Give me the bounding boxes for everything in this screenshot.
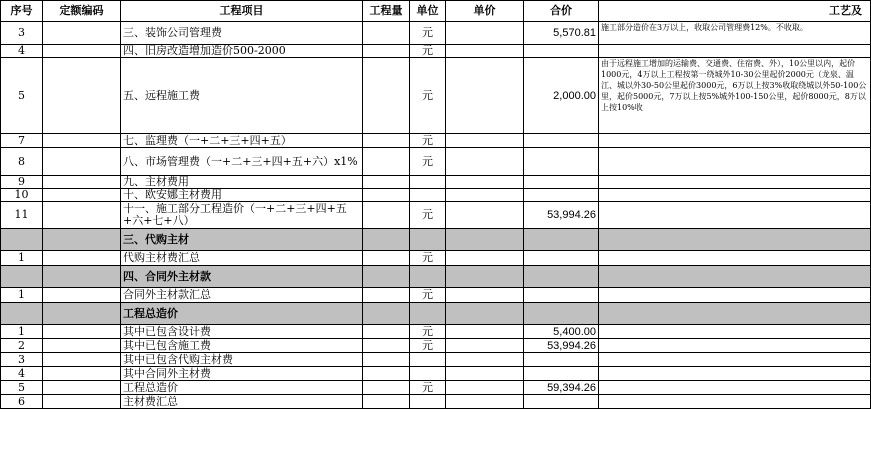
cell-seq[interactable]: 4: [1, 367, 43, 381]
cell-item[interactable]: 其中合同外主材费: [121, 367, 363, 381]
cell-item[interactable]: 八、市场管理费（一+二+三+四+五+六）x1%: [121, 148, 363, 176]
cell-seq[interactable]: 8: [1, 148, 43, 176]
cell-price[interactable]: [446, 251, 524, 266]
cell-qty[interactable]: [363, 288, 410, 303]
cell-code[interactable]: [43, 58, 121, 134]
cell-total[interactable]: [524, 176, 599, 189]
table-row: [1, 339, 871, 353]
cell-remark[interactable]: [599, 176, 871, 189]
cell-price[interactable]: [446, 367, 524, 381]
table-row: [1, 395, 871, 409]
cell-seq[interactable]: [1, 303, 43, 325]
cell-price[interactable]: [446, 325, 524, 339]
cell-unit[interactable]: 元: [410, 134, 446, 148]
cell-price[interactable]: [446, 381, 524, 395]
cell-total[interactable]: [524, 134, 599, 148]
cell-price[interactable]: [446, 22, 524, 45]
cell-remark[interactable]: [599, 148, 871, 176]
section-row-purchase: [1, 229, 871, 251]
cell-remark[interactable]: [599, 395, 871, 409]
cell-price[interactable]: [446, 189, 524, 202]
cell-code[interactable]: [43, 353, 121, 367]
cell-qty[interactable]: [363, 339, 410, 353]
cell-price[interactable]: [446, 395, 524, 409]
cell-code[interactable]: [43, 176, 121, 189]
cell-seq[interactable]: 1: [1, 288, 43, 303]
cell-qty[interactable]: [363, 251, 410, 266]
cell-total[interactable]: [524, 367, 599, 381]
cell-item[interactable]: 代购主材费汇总: [121, 251, 363, 266]
cell-qty[interactable]: [363, 58, 410, 134]
cell-qty[interactable]: [363, 134, 410, 148]
cell-total[interactable]: [524, 229, 599, 251]
cell-total[interactable]: [524, 251, 599, 266]
cell-qty[interactable]: [363, 229, 410, 251]
cell-total[interactable]: [524, 148, 599, 176]
cell-qty[interactable]: [363, 381, 410, 395]
cell-remark[interactable]: [599, 303, 871, 325]
cell-remark[interactable]: [599, 189, 871, 202]
cell-unit[interactable]: 元: [410, 381, 446, 395]
cell-seq[interactable]: [1, 229, 43, 251]
cell-qty[interactable]: [363, 148, 410, 176]
cell-seq[interactable]: 6: [1, 395, 43, 409]
cell-code[interactable]: [43, 202, 121, 229]
cell-item[interactable]: 十一、施工部分工程造价（一+二+三+四+五+六+七+八）: [121, 202, 363, 229]
col-header-remark[interactable]: 工艺及: [599, 1, 871, 22]
cell-remark[interactable]: 由于远程施工增加的运输费、交通费、住宿费、外），10公里以内，起价1000元，4万以上工程按第一绕城外10-30公里起价2000元（龙泉、温江、城以外30-50公里起价3000元，6万以上按3%收取绕城以外50-100公里，起价5000元，7万以上按5%城外100-150公里，起价8000元，8万以上按10%收: [599, 58, 871, 134]
cell-unit[interactable]: 元: [410, 22, 446, 45]
cell-qty[interactable]: [363, 325, 410, 339]
cell-item[interactable]: 合同外主材款汇总: [121, 288, 363, 303]
cell-total[interactable]: [524, 266, 599, 288]
cell-total[interactable]: [524, 395, 599, 409]
cell-qty[interactable]: [363, 303, 410, 325]
cell-seq[interactable]: 1: [1, 251, 43, 266]
table-row: [1, 251, 871, 266]
cell-qty[interactable]: [363, 45, 410, 58]
col-header-total[interactable]: 合价: [524, 1, 599, 22]
cell-price[interactable]: [446, 339, 524, 353]
cell-price[interactable]: [446, 202, 524, 229]
cell-remark[interactable]: [599, 202, 871, 229]
table-row: [1, 45, 871, 58]
cell-remark[interactable]: [599, 325, 871, 339]
cell-qty[interactable]: [363, 367, 410, 381]
cell-seq[interactable]: 5: [1, 58, 43, 134]
header-row: [1, 1, 871, 22]
cell-item[interactable]: 工程总造价: [121, 381, 363, 395]
cell-code[interactable]: [43, 303, 121, 325]
table-row: [1, 381, 871, 395]
col-header-item[interactable]: 工程项目: [121, 1, 363, 22]
cell-code[interactable]: [43, 189, 121, 202]
cell-remark[interactable]: [599, 367, 871, 381]
cell-item[interactable]: 其中已包含设计费: [121, 325, 363, 339]
section-title[interactable]: 工程总造价: [121, 303, 363, 325]
table-row: [1, 148, 871, 176]
cell-seq[interactable]: 3: [1, 22, 43, 45]
cell-price[interactable]: [446, 303, 524, 325]
cell-total[interactable]: 53,994.26: [524, 339, 599, 353]
cell-qty[interactable]: [363, 176, 410, 189]
cell-code[interactable]: [43, 22, 121, 45]
cell-code[interactable]: [43, 288, 121, 303]
table-row: [1, 367, 871, 381]
cell-item[interactable]: 主材费汇总: [121, 395, 363, 409]
section-row-total: [1, 303, 871, 325]
cell-qty[interactable]: [363, 189, 410, 202]
cell-unit[interactable]: 元: [410, 325, 446, 339]
cell-item[interactable]: 九、主材费用: [121, 176, 363, 189]
cell-price[interactable]: [446, 353, 524, 367]
cell-seq[interactable]: [1, 266, 43, 288]
cell-remark[interactable]: 施工部分造价在3万以上，收取公司管理费12%。不收取。: [599, 22, 871, 45]
cell-seq[interactable]: 3: [1, 353, 43, 367]
col-header-price[interactable]: 单价: [446, 1, 524, 22]
table-row: [1, 176, 871, 189]
table-row: [1, 288, 871, 303]
table-row: [1, 202, 871, 229]
cell-seq[interactable]: 7: [1, 134, 43, 148]
cell-item[interactable]: 七、监理费（一+二+三+四+五）: [121, 134, 363, 148]
cell-item[interactable]: 四、旧房改造增加造价500-2000: [121, 45, 363, 58]
cell-unit[interactable]: 元: [410, 202, 446, 229]
cell-unit[interactable]: [410, 395, 446, 409]
table-row: [1, 58, 871, 134]
cell-unit[interactable]: 元: [410, 251, 446, 266]
cell-price[interactable]: [446, 288, 524, 303]
cell-remark[interactable]: [599, 266, 871, 288]
cell-remark[interactable]: [599, 288, 871, 303]
cell-qty[interactable]: [363, 395, 410, 409]
cell-seq[interactable]: 9: [1, 176, 43, 189]
cell-remark[interactable]: [599, 229, 871, 251]
cell-remark[interactable]: [599, 45, 871, 58]
cell-item[interactable]: 其中已包含代购主材费: [121, 353, 363, 367]
cell-remark[interactable]: [599, 134, 871, 148]
cell-unit[interactable]: [410, 229, 446, 251]
cell-remark[interactable]: [599, 381, 871, 395]
cell-unit[interactable]: 元: [410, 339, 446, 353]
col-header-seq[interactable]: 序号: [1, 1, 43, 22]
cell-total[interactable]: [524, 303, 599, 325]
cell-code[interactable]: [43, 367, 121, 381]
cell-unit[interactable]: [410, 266, 446, 288]
cell-price[interactable]: [446, 134, 524, 148]
cell-remark[interactable]: [599, 339, 871, 353]
col-header-code[interactable]: 定额编码: [43, 1, 121, 22]
section-title[interactable]: 三、代购主材: [121, 229, 363, 251]
col-header-qty[interactable]: 工程量: [363, 1, 410, 22]
cell-total[interactable]: 5,570.81: [524, 22, 599, 45]
table-row: [1, 353, 871, 367]
cell-total[interactable]: [524, 189, 599, 202]
cell-code[interactable]: [43, 45, 121, 58]
col-header-unit[interactable]: 单位: [410, 1, 446, 22]
cell-price[interactable]: [446, 148, 524, 176]
cell-unit[interactable]: 元: [410, 45, 446, 58]
cell-price[interactable]: [446, 229, 524, 251]
cell-unit[interactable]: [410, 303, 446, 325]
cell-item[interactable]: 五、远程施工费: [121, 58, 363, 134]
cell-item[interactable]: 其中已包含施工费: [121, 339, 363, 353]
cell-unit[interactable]: 元: [410, 58, 446, 134]
cell-total[interactable]: [524, 288, 599, 303]
cell-remark[interactable]: [599, 353, 871, 367]
cell-remark[interactable]: [599, 251, 871, 266]
cell-item[interactable]: 十、欧安娜主材费用: [121, 189, 363, 202]
cell-total[interactable]: 5,400.00: [524, 325, 599, 339]
cell-item[interactable]: 三、装饰公司管理费: [121, 22, 363, 45]
cell-code[interactable]: [43, 251, 121, 266]
cell-seq[interactable]: 5: [1, 381, 43, 395]
cell-code[interactable]: [43, 339, 121, 353]
cell-unit[interactable]: [410, 367, 446, 381]
cell-total[interactable]: 53,994.26: [524, 202, 599, 229]
section-row-outside: [1, 266, 871, 288]
cell-unit[interactable]: 元: [410, 288, 446, 303]
cell-code[interactable]: [43, 148, 121, 176]
cell-seq[interactable]: 1: [1, 325, 43, 339]
cell-total[interactable]: [524, 353, 599, 367]
cell-price[interactable]: [446, 45, 524, 58]
cell-price[interactable]: [446, 58, 524, 134]
cell-seq[interactable]: 4: [1, 45, 43, 58]
cell-unit[interactable]: [410, 353, 446, 367]
cell-unit[interactable]: [410, 189, 446, 202]
table-row: [1, 189, 871, 202]
cell-code[interactable]: [43, 266, 121, 288]
cell-price[interactable]: [446, 266, 524, 288]
table-row: [1, 22, 871, 45]
cell-code[interactable]: [43, 395, 121, 409]
cell-code[interactable]: [43, 229, 121, 251]
cell-qty[interactable]: [363, 22, 410, 45]
cell-seq[interactable]: 2: [1, 339, 43, 353]
section-title[interactable]: 四、合同外主材款: [121, 266, 363, 288]
cell-qty[interactable]: [363, 266, 410, 288]
cell-total[interactable]: 59,394.26: [524, 381, 599, 395]
cell-price[interactable]: [446, 176, 524, 189]
cell-seq[interactable]: 10: [1, 189, 43, 202]
table-row: [1, 134, 871, 148]
cell-qty[interactable]: [363, 202, 410, 229]
cell-qty[interactable]: [363, 353, 410, 367]
cell-total[interactable]: 2,000.00: [524, 58, 599, 134]
cell-unit[interactable]: 元: [410, 148, 446, 176]
cell-code[interactable]: [43, 134, 121, 148]
cell-unit[interactable]: [410, 176, 446, 189]
table-row: [1, 325, 871, 339]
cell-code[interactable]: [43, 325, 121, 339]
cell-seq[interactable]: 11: [1, 202, 43, 229]
cell-code[interactable]: [43, 381, 121, 395]
cell-total[interactable]: [524, 45, 599, 58]
